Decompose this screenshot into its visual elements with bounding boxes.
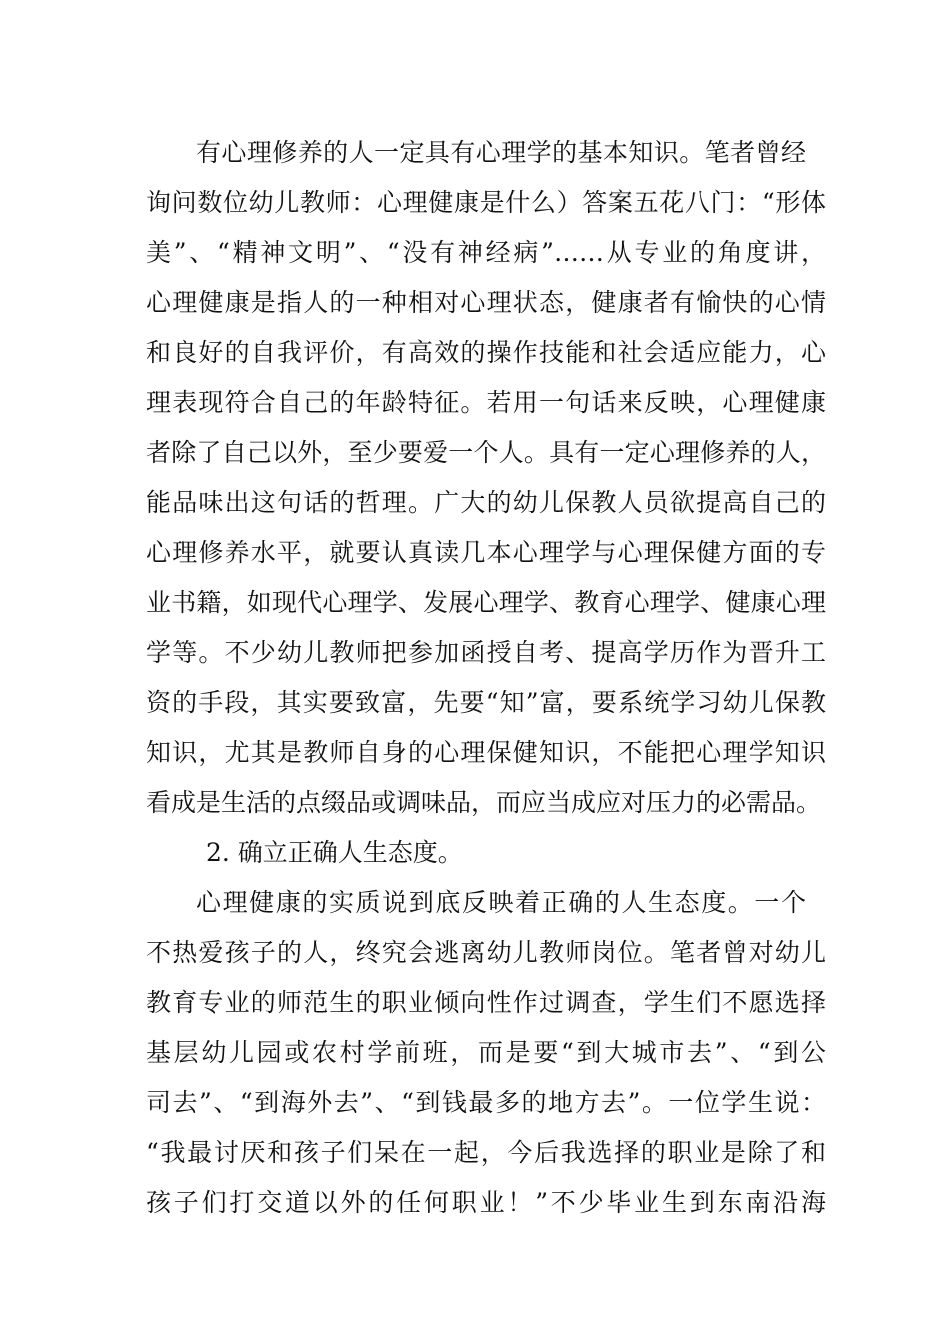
paragraph-1-line-2: 询问数位幼儿教师：心理健康是什么）答案五花八门：“形体 — [146, 188, 826, 217]
paragraph-2-line-5: 司去”、“到海外去”、“到钱最多的地方去”。一位学生说： — [146, 1088, 826, 1117]
paragraph-1-line-13: 知识，尤其是教师自身的心理保健知识，不能把心理学知识 — [146, 738, 826, 767]
section-heading: 2. 确立正确人生态度。 — [206, 838, 463, 867]
paragraph-2-line-1: 心理健康的实质说到底反映着正确的人生态度。一个 — [196, 888, 806, 917]
paragraph-1-line-7: 者除了自己以外，至少要爱一个人。具有一定心理修养的人， — [146, 438, 826, 467]
paragraph-1-line-12: 资的手段，其实要致富，先要“知”富，要系统学习幼儿保教 — [146, 688, 826, 717]
paragraph-2-line-6: “我最讨厌和孩子们呆在一起，今后我选择的职业是除了和 — [146, 1138, 826, 1167]
paragraph-2-line-3: 教育专业的师范生的职业倾向性作过调查，学生们不愿选择 — [146, 988, 826, 1017]
paragraph-1-line-3: 美”、“精神文明”、“没有神经病”……从专业的角度讲， — [146, 238, 826, 267]
paragraph-1-line-4: 心理健康是指人的一种相对心理状态，健康者有愉快的心情 — [146, 288, 826, 317]
paragraph-1-line-5: 和良好的自我评价，有高效的操作技能和社会适应能力，心 — [146, 338, 826, 367]
paragraph-1-line-1: 有心理修养的人一定具有心理学的基本知识。笔者曾经 — [196, 138, 806, 167]
paragraph-1-line-8: 能品味出这句话的哲理。广大的幼儿保教人员欲提高自己的 — [146, 488, 826, 517]
paragraph-1-line-11: 学等。不少幼儿教师把参加函授自考、提高学历作为晋升工 — [146, 638, 826, 667]
paragraph-2-line-4: 基层幼儿园或农村学前班，而是要“到大城市去”、“到公 — [146, 1038, 826, 1067]
paragraph-2-line-2: 不热爱孩子的人，终究会逃离幼儿教师岗位。笔者曾对幼儿 — [146, 938, 826, 967]
paragraph-2-line-7: 孩子们打交道以外的任何职业！”不少毕业生到东南沿海 — [146, 1188, 826, 1217]
paragraph-1-line-14: 看成是生活的点缀品或调味品，而应当成应对压力的必需品。 — [146, 788, 822, 817]
paragraph-1-line-6: 理表现符合自己的年龄特征。若用一句话来反映，心理健康 — [146, 388, 826, 417]
paragraph-1-line-9: 心理修养水平，就要认真读几本心理学与心理保健方面的专 — [146, 538, 826, 567]
paragraph-1-line-10: 业书籍，如现代心理学、发展心理学、教育心理学、健康心理 — [146, 588, 826, 617]
